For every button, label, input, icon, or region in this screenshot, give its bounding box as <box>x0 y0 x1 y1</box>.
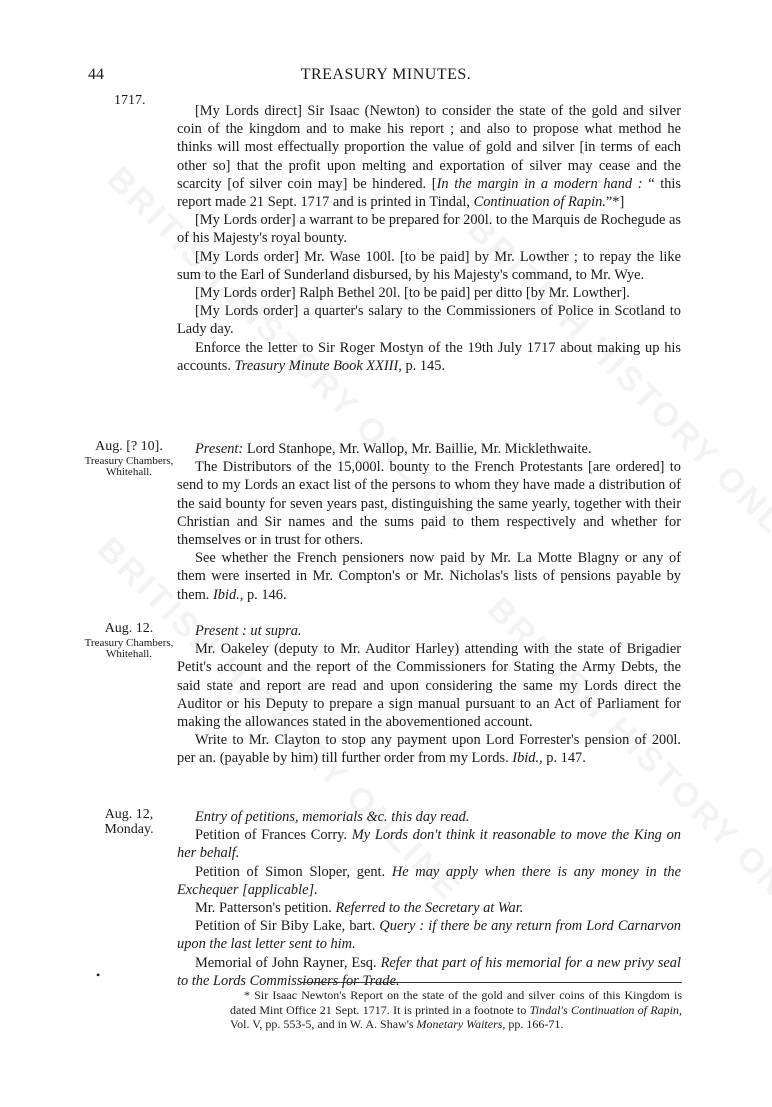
margin-dot: • <box>96 968 101 982</box>
source-reference: Ibid., <box>212 586 244 603</box>
footnote: * Sir Isaac Newton's Report on the state of the gold and silver coins of this Kingdom is dated Mint Office 21 Sept. 1717. It is printed in a footnote to Tindal's Continuation of Rapin, Vol. V, pp. 553-5, and in W. A. Shaw's Monetary Waiters, pp. 166-71. <box>230 988 682 1031</box>
source-reference: Treasury Minute Book XXIII, <box>234 357 402 374</box>
margin-place: Treasury Chambers, Whitehall. <box>84 454 174 479</box>
list-item: Petition of Simon Sloper, gent. He may apply when there is any money in the Exchequer [applicable]. <box>177 863 681 898</box>
margin-place: Treasury Chambers, Whitehall. <box>84 636 174 661</box>
present-line: Present : ut supra. <box>195 623 302 639</box>
paragraph: [My Lords order] a quarter's salary to the Commissioners of Police in Scotland to Lady day. <box>177 303 681 338</box>
paragraph: [My Lords order] Mr. Wase 100l. [to be paid] by Mr. Lowther ; to repay the like sum to the Earl of Sunderland disbursed, by his Majesty's command, to Mr. Wye. <box>177 248 681 283</box>
margin-note <box>84 808 174 837</box>
entry-block-4 <box>177 808 681 990</box>
margin-day: Monday. <box>104 821 154 837</box>
present-line: Present: Lord Stanhope, Mr. Wallop, Mr. Baillie, Mr. Micklethwaite. <box>195 441 592 457</box>
entry-block-1 <box>177 102 681 375</box>
paragraph: See whether the French pensioners now paid by Mr. La Motte Blagny or any of them were inserted in Mr. Compton's or Mr. Nicholas's lists of pensions payable by them. Ibid., p. 146. <box>177 550 681 603</box>
margin-date: Aug. 12, <box>104 807 154 822</box>
footnote-rule <box>300 982 682 983</box>
margin-note <box>84 440 174 479</box>
paragraph: Mr. Oakeley (deputy to Mr. Auditor Harley) attending with the state of Brigadier Petit's account and the report of the Commissioners for Stating the Army Debts, the said state and report are read and upon considering the same my Lords direct the Auditor or his Deputy to prepare a sign manual pursuant to an Act of Parliament for making the allowances stated in the abovementioned account. <box>177 641 681 731</box>
margin-year: 1717. <box>114 93 146 108</box>
margin-date: Aug. 12. <box>104 621 154 636</box>
entry-block-3 <box>177 622 681 768</box>
page-header <box>0 66 772 88</box>
list-item: Mr. Patterson's petition. Referred to the Secretary at War. <box>195 900 524 917</box>
margin-date: Aug. [? 10]. <box>95 439 163 454</box>
paragraph: [My Lords direct] Sir Isaac (Newton) to consider the state of the gold and silver coin of the kingdom and to make his report ; and also to propose what method he thinks will most effectually proportion the value of gold and silver [in terms of each other so] that the profit upon melting and exportation of silver may cease and the scarcity [of silver coin may] be hindered. [In the margin in a modern hand : “ this report made 21 Sept. 1717 and is printed in Tindal, Continuation of Rapin.”*] <box>177 103 682 211</box>
page-number: 44 <box>88 66 104 83</box>
paragraph: [My Lords order] Ralph Bethel 20l. [to be paid] per ditto [by Mr. Lowther]. <box>195 285 630 302</box>
list-item: Petition of Frances Corry. My Lords don't think it reasonable to move the King on her behalf. <box>177 827 681 862</box>
source-reference: Ibid., <box>512 750 543 767</box>
paragraph: Write to Mr. Clayton to stop any payment upon Lord Forrester's pension of 200l. per an. (payable by him) till further order from my Lords. Ibid., p. 147. <box>177 732 681 767</box>
paragraph: Enforce the letter to Sir Roger Mostyn of the 19th July 1717 about making up his accounts. Treasury Minute Book XXIII, p. 145. <box>177 339 681 374</box>
paragraph: The Distributors of the 15,000l. bounty to the French Protestants [are ordered] to send to my Lords an exact list of the persons to whom they have made a distribution of the said bounty for seven years past, distinguishing the same yearly, together with their Christian and Sir names and the sums paid to them respectively and whether for themselves or in trust for others. <box>177 459 681 549</box>
list-item: Petition of Sir Biby Lake, bart. Query : if there be any return from Lord Carnarvon upon the last letter sent to him. <box>177 918 681 953</box>
running-title: TREASURY MINUTES. <box>300 66 472 83</box>
paragraph: [My Lords order] a warrant to be prepared for 200l. to the Marquis de Rochegude as of his Majesty's royal bounty. <box>177 212 681 247</box>
margin-note <box>84 622 174 661</box>
list-item: Memorial of John Rayner, Esq. Refer that part of his memorial for a new privy seal to the Lords Commissioners for Trade. <box>177 954 681 989</box>
entry-heading: Entry of petitions, memorials &c. this day read. <box>195 809 470 825</box>
entry-block-2 <box>177 440 681 604</box>
